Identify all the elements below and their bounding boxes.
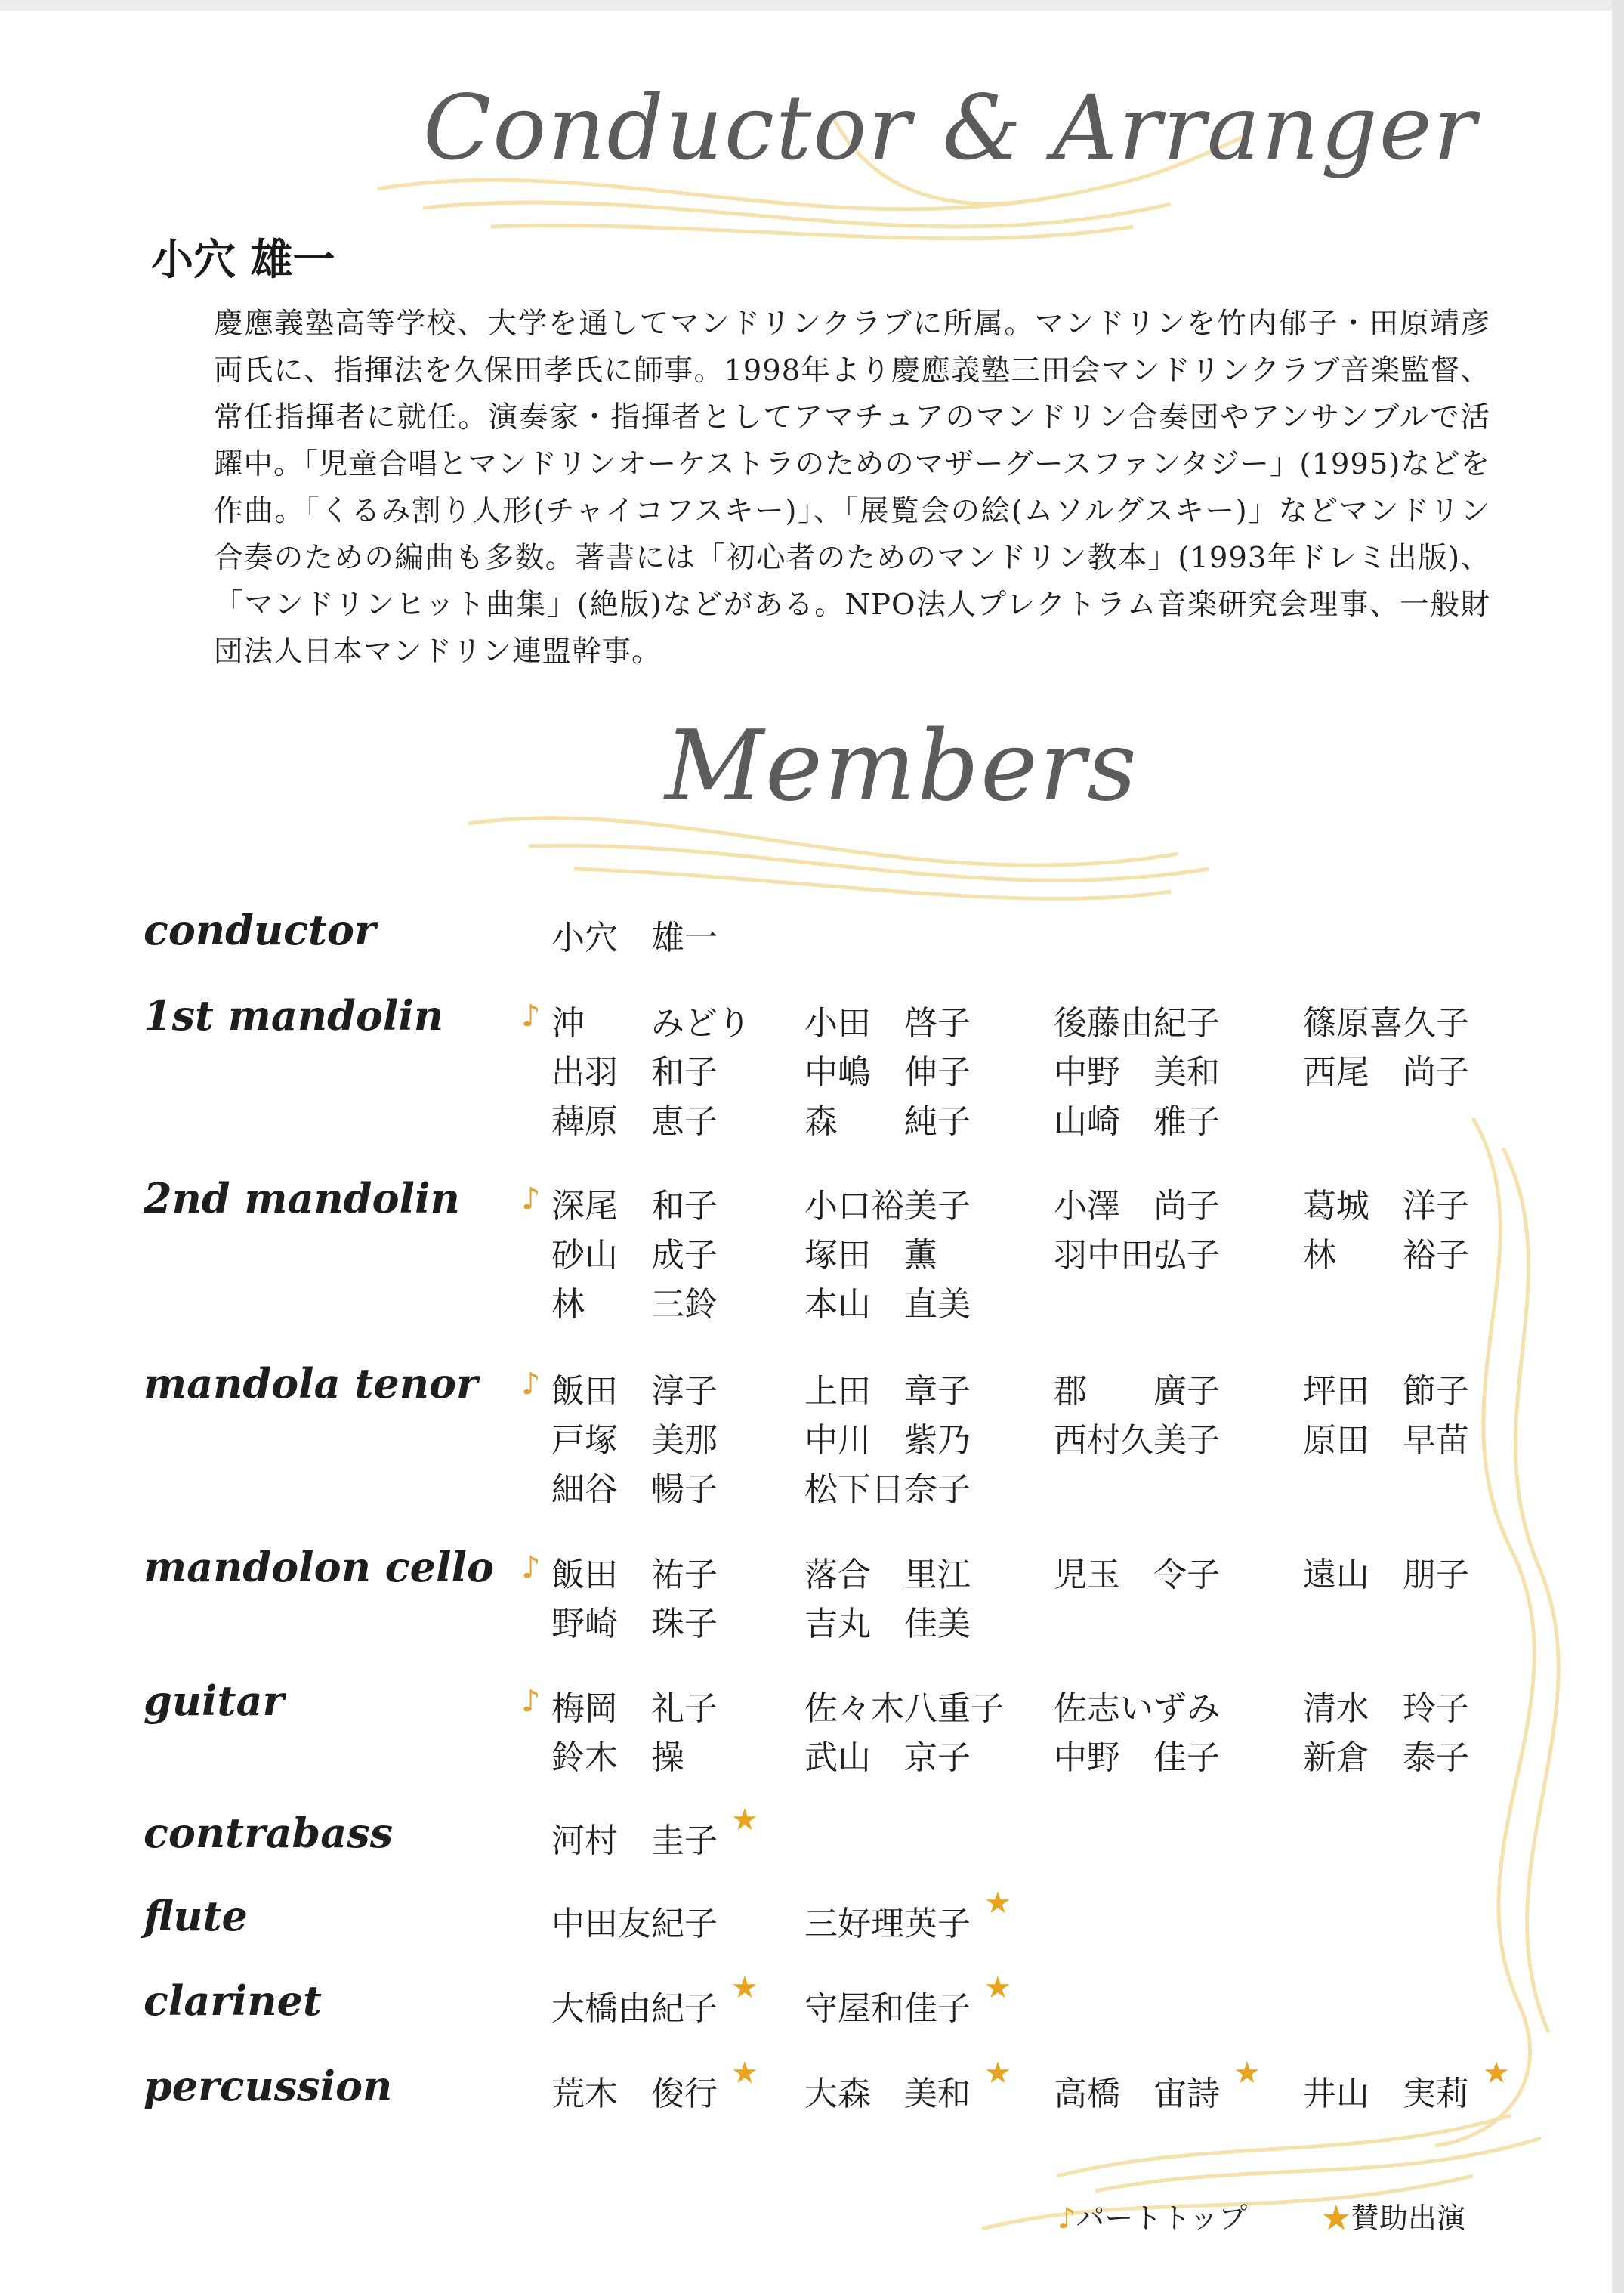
member-name: 高橋 宙詩 bbox=[1054, 2075, 1220, 2113]
star-icon: ★ bbox=[984, 1970, 1011, 2005]
section-label: conductor bbox=[144, 906, 376, 954]
member-name: 遠山 朋子 bbox=[1303, 1556, 1469, 1594]
member-name: 出羽 和子 bbox=[551, 1053, 718, 1092]
member-name: 守屋和佳子 bbox=[804, 1989, 971, 2028]
member-name: 武山 京子 bbox=[804, 1738, 971, 1777]
member-name: 中田友紀子 bbox=[551, 1905, 718, 1943]
member-name: 戸塚 美那 bbox=[551, 1421, 718, 1460]
legend-part-top bbox=[1057, 2195, 1247, 2236]
note-icon: ♪ bbox=[521, 1182, 541, 1216]
member-name: 山崎 雅子 bbox=[1054, 1102, 1220, 1141]
member-name: 薭原 恵子 bbox=[551, 1102, 718, 1141]
legend-guest-label: 賛助出演 bbox=[1351, 2202, 1466, 2235]
member-name: 西村久美子 bbox=[1054, 1421, 1220, 1460]
member-name: 飯田 淳子 bbox=[551, 1372, 718, 1411]
member-name: 深尾 和子 bbox=[551, 1187, 718, 1225]
section-label: mandola tenor bbox=[144, 1359, 478, 1408]
member-name: 小澤 尚子 bbox=[1054, 1187, 1220, 1225]
member-name: 沖 みどり bbox=[551, 1004, 751, 1043]
member-name: 荒木 俊行 bbox=[551, 2075, 718, 2113]
note-icon: ♪ bbox=[1057, 2202, 1076, 2235]
star-icon: ★ bbox=[1483, 2056, 1510, 2091]
member-name: 中嶋 伸子 bbox=[804, 1053, 971, 1092]
note-icon: ♪ bbox=[521, 999, 541, 1034]
member-name: 砂山 成子 bbox=[551, 1236, 718, 1275]
member-name: 吉丸 佳美 bbox=[804, 1605, 971, 1643]
legend-guest bbox=[1322, 2195, 1465, 2236]
member-name: 清水 玲子 bbox=[1303, 1689, 1469, 1728]
member-name: 野崎 珠子 bbox=[551, 1605, 718, 1643]
member-name: 井山 実莉 bbox=[1303, 2075, 1469, 2113]
section-label: flute bbox=[144, 1892, 248, 1940]
member-name: 坪田 節子 bbox=[1303, 1372, 1469, 1411]
member-name: 中川 紫乃 bbox=[804, 1421, 971, 1460]
members-title: Members bbox=[665, 710, 1138, 823]
member-name: 西尾 尚子 bbox=[1303, 1053, 1469, 1092]
conductor-biography: 慶應義塾高等学校、大学を通してマンドリンクラブに所属。マンドリンを竹内郁子・田原靖彦両氏に、指揮法を久保田孝氏に師事。1998年より慶應義塾三田会マンドリンクラブ音楽監督、常任指揮者に就任。演奏家・指揮者としてアマチュアのマンドリン合奏団やアンサンブルで活躍中。「児童合唱とマンドリンオーケストラのためのマザーグースファンタジー」(1995)などを作曲。「くるみ割り人形(チャイコフスキー)」、「展覧会の絵(ムソルグスキー)」などマンドリン合奏のための編曲も多数。著書には「初心者のためのマンドリン教本」(1993年ドレミ出版)、「マンドリンヒット曲集」(絶版)などがある。NPO法人プレクトラム音楽研究会理事、一般財団法人日本マンドリン連盟幹事。 bbox=[214, 307, 1490, 669]
section-label: guitar bbox=[144, 1676, 284, 1725]
member-name: 葛城 洋子 bbox=[1303, 1187, 1469, 1225]
member-name: 大森 美和 bbox=[804, 2075, 971, 2113]
star-icon: ★ bbox=[984, 2056, 1011, 2091]
member-name: 小穴 雄一 bbox=[551, 919, 718, 957]
note-icon: ♪ bbox=[521, 1684, 541, 1719]
star-icon: ★ bbox=[731, 2056, 758, 2091]
member-name: 森 純子 bbox=[804, 1102, 971, 1141]
legend-part-top-label: パートトップ bbox=[1076, 2202, 1248, 2235]
star-icon: ★ bbox=[731, 1803, 758, 1837]
star-icon: ★ bbox=[1233, 2056, 1261, 2091]
section-label: mandolon cello bbox=[144, 1543, 495, 1591]
member-name: 大橋由紀子 bbox=[551, 1989, 718, 2028]
member-name: 細谷 暢子 bbox=[551, 1470, 718, 1509]
member-name: 林 裕子 bbox=[1303, 1236, 1469, 1275]
member-name: 塚田 薫 bbox=[804, 1236, 937, 1275]
member-name: 羽中田弘子 bbox=[1054, 1236, 1220, 1275]
conductor-name: 小穴 雄一 bbox=[151, 235, 335, 285]
section-label: clarinet bbox=[144, 1976, 322, 2025]
member-name: 梅岡 礼子 bbox=[551, 1689, 718, 1728]
page-top-edge bbox=[0, 0, 1624, 11]
star-icon: ★ bbox=[1322, 2202, 1351, 2235]
member-name: 小田 啓子 bbox=[804, 1004, 971, 1043]
conductor-arranger-title: Conductor & Arranger bbox=[423, 76, 1478, 180]
member-name: 篠原喜久子 bbox=[1303, 1004, 1469, 1043]
member-name: 林 三鈴 bbox=[551, 1285, 718, 1324]
member-name: 児玉 令子 bbox=[1054, 1556, 1220, 1594]
member-name: 新倉 泰子 bbox=[1303, 1738, 1469, 1777]
section-label: 2nd mandolin bbox=[144, 1174, 460, 1222]
section-label: contrabass bbox=[144, 1809, 394, 1857]
member-name: 上田 章子 bbox=[804, 1372, 971, 1411]
member-name: 後藤由紀子 bbox=[1054, 1004, 1220, 1043]
member-name: 中野 佳子 bbox=[1054, 1738, 1220, 1777]
section-label: 1st mandolin bbox=[144, 991, 444, 1040]
note-icon: ♪ bbox=[521, 1367, 541, 1401]
member-name: 落合 里江 bbox=[804, 1556, 971, 1594]
member-name: 河村 圭子 bbox=[551, 1822, 718, 1860]
member-name: 小口裕美子 bbox=[804, 1187, 971, 1225]
member-name: 原田 早苗 bbox=[1303, 1421, 1469, 1460]
page-right-edge bbox=[1612, 0, 1624, 2293]
member-name: 佐々木八重子 bbox=[804, 1689, 1004, 1728]
member-name: 飯田 祐子 bbox=[551, 1556, 718, 1594]
star-icon: ★ bbox=[731, 1970, 758, 2005]
member-name: 中野 美和 bbox=[1054, 1053, 1220, 1092]
star-icon: ★ bbox=[984, 1886, 1011, 1921]
member-name: 松下日奈子 bbox=[804, 1470, 971, 1509]
section-label: percussion bbox=[144, 2062, 393, 2110]
member-name: 佐志いずみ bbox=[1054, 1689, 1220, 1728]
note-icon: ♪ bbox=[521, 1550, 541, 1585]
member-name: 本山 直美 bbox=[804, 1285, 971, 1324]
member-name: 三好理英子 bbox=[804, 1905, 971, 1943]
member-name: 鈴木 操 bbox=[551, 1738, 684, 1777]
member-name: 郡 廣子 bbox=[1054, 1372, 1220, 1411]
